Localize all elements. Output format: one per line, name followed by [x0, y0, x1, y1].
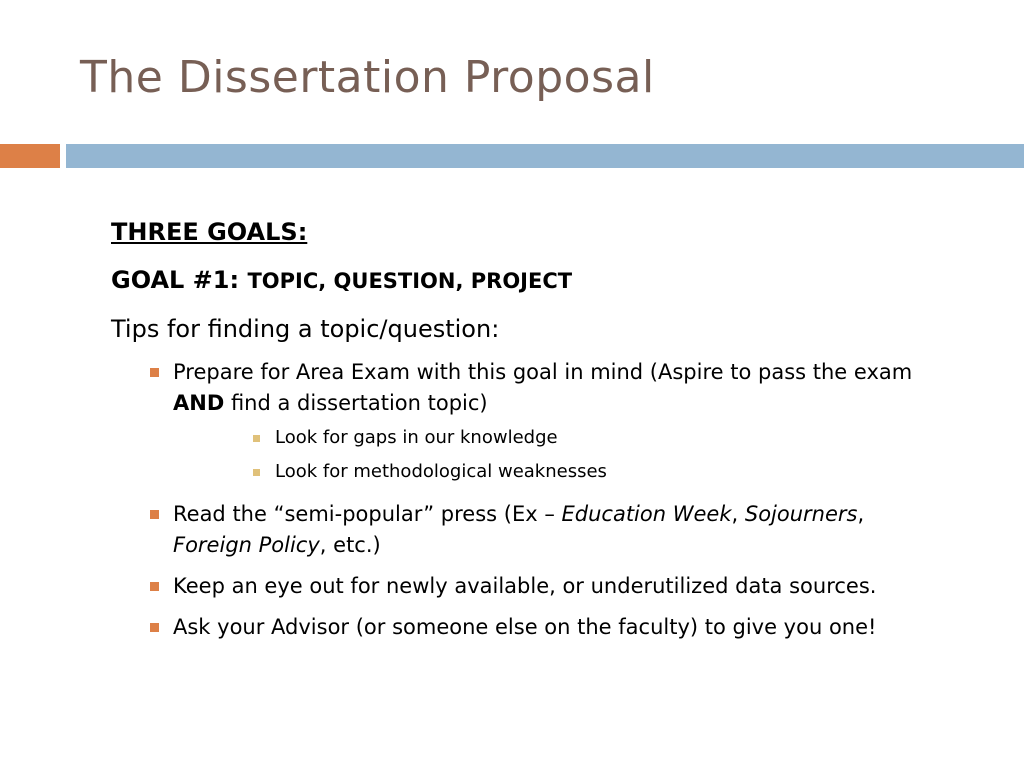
sub-bullet-text: Look for methodological weaknesses — [275, 461, 607, 482]
tips-line: Tips for finding a topic/question: — [111, 315, 500, 343]
slide-title: The Dissertation Proposal — [80, 52, 655, 103]
bullet-bold-and: AND — [173, 391, 225, 415]
bullet-data-sources — [111, 571, 931, 602]
bullet-semi-popular-press — [111, 499, 931, 561]
separator: , — [731, 502, 745, 526]
bullet-text: Ask your Advisor (or someone else on the faculty) to give you one! — [173, 615, 877, 639]
bullet-area-exam — [111, 357, 931, 419]
sub-bullet-list — [111, 425, 931, 485]
publication-sojourners: Sojourners — [744, 502, 858, 526]
square-bullet-icon — [150, 623, 159, 632]
sub-bullet-weaknesses — [111, 459, 931, 485]
bullet-ask-advisor — [111, 612, 931, 643]
goal-1-heading — [111, 266, 931, 295]
bullet-text-b: find a dissertation topic) — [224, 391, 488, 415]
bullet-text: Keep an eye out for newly available, or underutilized data sources. — [173, 574, 877, 598]
square-bullet-icon — [150, 368, 159, 377]
bullet-text-a: Prepare for Area Exam with this goal in mind (Aspire to pass the exam — [173, 360, 913, 384]
sub-bullet-gaps — [111, 425, 931, 451]
square-bullet-icon — [150, 510, 159, 519]
bullet-text-b: , etc.) — [319, 533, 381, 557]
square-bullet-icon — [253, 435, 260, 442]
slide-body — [111, 218, 931, 653]
sub-bullet-text: Look for gaps in our knowledge — [275, 427, 558, 448]
square-bullet-icon — [253, 469, 260, 476]
goal-text: TOPIC, QUESTION, PROJECT — [247, 269, 573, 293]
publication-education-week: Education Week — [561, 502, 732, 526]
accent-bar-orange — [0, 144, 60, 168]
three-goals-heading: THREE GOALS: — [111, 218, 308, 246]
bullet-text-a: Read the “semi-popular” press (Ex – — [173, 502, 562, 526]
separator: , — [857, 502, 865, 526]
publication-foreign-policy: Foreign Policy — [173, 533, 320, 557]
accent-bar-blue — [66, 144, 1024, 168]
square-bullet-icon — [150, 582, 159, 591]
goal-prefix: GOAL #1: — [111, 266, 240, 294]
